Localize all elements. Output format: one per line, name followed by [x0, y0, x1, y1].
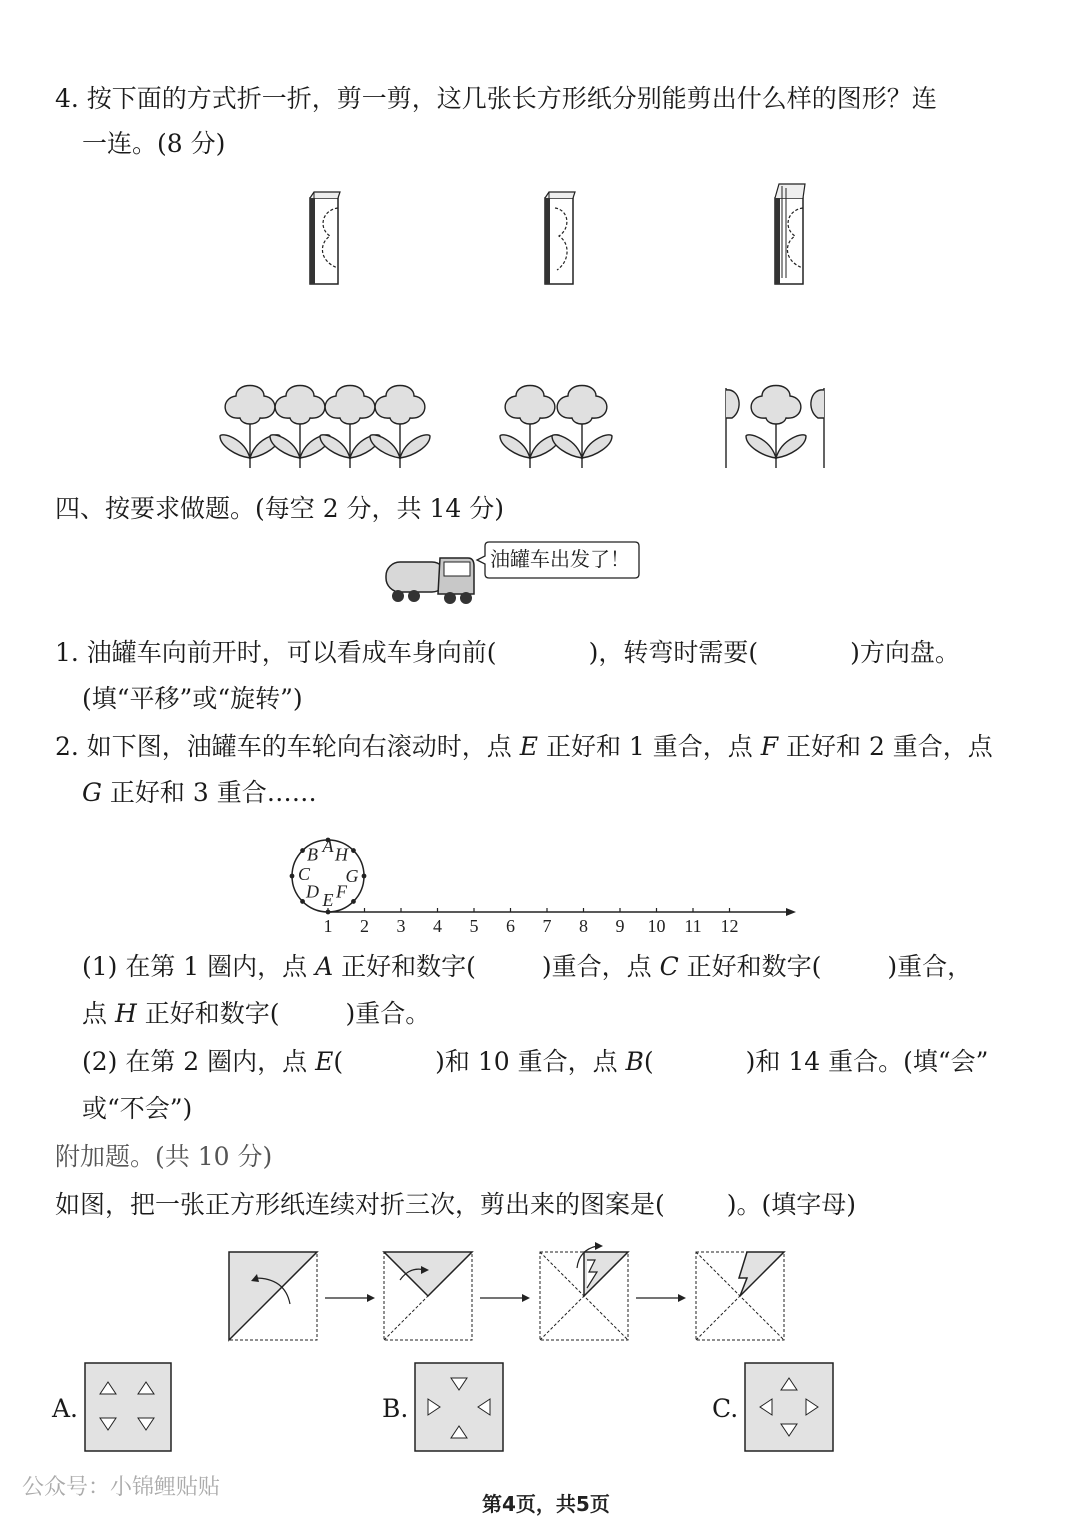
- wheel-letter: C: [297, 864, 311, 884]
- sub2-text-d: (: [643, 1047, 654, 1076]
- flower-shape: [375, 386, 425, 425]
- wheel-letter: H: [334, 844, 348, 865]
- flower-shape: [746, 435, 776, 458]
- flower-shape: [751, 386, 801, 425]
- wheel-point: [300, 848, 305, 853]
- flower-shape: [726, 390, 739, 418]
- flower-strip-half: [722, 380, 830, 472]
- flower-shape: [557, 386, 607, 425]
- folding-steps-diagram: [225, 1248, 795, 1344]
- axis-tick-label: 7: [542, 916, 552, 936]
- flower-shape: [811, 390, 824, 418]
- axis-tick-label: 4: [433, 916, 442, 936]
- flower-shape: [776, 435, 806, 458]
- wheel-point: [362, 874, 367, 879]
- q1-text-b: )，转弯时需要(: [588, 638, 759, 667]
- sub1-text-d: 正好和数字(: [678, 952, 822, 981]
- option-c-pattern[interactable]: [744, 1362, 834, 1452]
- bonus-question: [55, 1188, 856, 1222]
- axis-tick-label: 3: [396, 916, 406, 936]
- sub2-text-a: (2) 在第 2 圈内，点: [82, 1047, 316, 1076]
- q1-text-a: 1. 油罐车向前开时，可以看成车身向前(: [55, 638, 497, 667]
- flower-shape: [270, 435, 300, 458]
- folded-paper-1: [300, 188, 360, 288]
- q2-sub2-line1: [82, 1045, 988, 1079]
- section4-heading: 四、按要求做题。(每空 2 分，共 14 分): [55, 494, 505, 523]
- flower-strip-2: [502, 380, 612, 472]
- flower-shape: [500, 435, 530, 458]
- sub1-text-e: )重合，: [887, 952, 973, 981]
- flower-shape: [505, 386, 555, 425]
- sub2-text-e: )和 14 重合。(填“会”: [745, 1047, 989, 1076]
- flower-shape: [370, 435, 400, 458]
- axis-tick-label: 8: [579, 916, 588, 936]
- wheel-point: [290, 874, 295, 879]
- axis-tick-label: 9: [615, 916, 625, 936]
- axis-tick-label: 10: [647, 916, 666, 936]
- axis-tick-label: 12: [720, 916, 739, 936]
- flower-shape: [552, 435, 582, 458]
- sub1-text-c: )重合，点: [541, 952, 660, 981]
- wheel-point: [300, 899, 305, 904]
- flower-shape: [320, 435, 350, 458]
- sub1-text-b: 正好和数字(: [333, 952, 476, 981]
- flower-strip-4: [222, 380, 432, 472]
- q4-line1: 4. 按下面的方式折一折，剪一剪，这几张长方形纸分别能剪出什么样的图形？连: [55, 84, 937, 113]
- axis-arrow: [786, 908, 796, 916]
- q4-line2: 一连。(8 分): [82, 129, 226, 158]
- axis-tick-label: 1: [323, 916, 333, 936]
- sub1-text-g: 正好和数字(: [136, 999, 280, 1028]
- q2-text-d: 正好和 3 重合……: [101, 778, 317, 807]
- option-b-label: B.: [382, 1394, 409, 1423]
- sub1-point-a: A: [315, 952, 334, 981]
- folded-paper-2: [535, 188, 595, 288]
- bonus-heading: 附加题。(共 10 分): [55, 1142, 273, 1171]
- axis-tick-label: 5: [469, 916, 479, 936]
- q2-point-e: E: [519, 732, 538, 761]
- q2-sub1-line2: [82, 997, 430, 1031]
- q2-text-c: 正好和 2 重合，点: [778, 732, 993, 761]
- sub1-text-a: (1) 在第 1 圈内，点: [82, 952, 316, 981]
- q2-point-f: F: [760, 732, 779, 761]
- sub2-point-e: E: [315, 1047, 334, 1076]
- wheel-letter: A: [322, 836, 334, 856]
- flower-shape: [400, 435, 430, 458]
- flower-shape: [220, 435, 250, 458]
- q2-sub1-line1: [82, 950, 972, 984]
- option-a-label: A.: [52, 1394, 79, 1423]
- option-c-label: C.: [712, 1394, 739, 1423]
- sub1-text-f: 点: [82, 999, 115, 1028]
- wheel-point: [351, 899, 356, 904]
- sub1-point-h: H: [114, 999, 137, 1028]
- q2-text-b: 正好和 1 重合，点: [538, 732, 761, 761]
- wheel-letter: E: [322, 890, 334, 910]
- option-a-pattern[interactable]: [84, 1362, 172, 1452]
- sub1-point-c: C: [659, 952, 679, 981]
- q2-point-g: G: [82, 778, 102, 807]
- watermark: 公众号：小锦鲤贴贴: [22, 1475, 221, 1500]
- sub1-text-h: )重合。: [345, 999, 431, 1028]
- wheel-letter: B: [307, 844, 319, 865]
- page-number: 第4页，共5页: [482, 1492, 610, 1516]
- flower-shape: [275, 386, 325, 425]
- wheel-letter: D: [306, 881, 320, 902]
- wheel-point: [351, 848, 356, 853]
- sub2-text-c: )和 10 重合，点: [435, 1047, 626, 1076]
- bonus-text-a: 如图，把一张正方形纸连续对折三次，剪出来的图案是(: [55, 1190, 665, 1219]
- q2-text-a: 2. 如下图，油罐车的车轮向右滚动时，点: [55, 732, 520, 761]
- wheel-letter: G: [345, 866, 359, 886]
- sub2-point-b: B: [625, 1047, 644, 1076]
- bubble-text: 油罐车出发了！: [490, 547, 630, 571]
- axis-tick-label: 11: [684, 916, 702, 936]
- q1-line1: [55, 636, 960, 670]
- q2-sub2-line2: 或“不会”): [82, 1094, 193, 1123]
- option-b-pattern[interactable]: [414, 1362, 504, 1452]
- flower-shape: [582, 435, 612, 458]
- q2-line2: [82, 776, 317, 810]
- flower-shape: [225, 386, 275, 425]
- wheel-number-line: [280, 830, 770, 940]
- tank-truck-icon: [380, 548, 480, 610]
- axis-tick-label: 6: [506, 916, 515, 936]
- axis-tick-label: 2: [360, 916, 369, 936]
- flower-shape: [325, 386, 375, 425]
- wheel-letter: F: [335, 881, 347, 902]
- q2-line1: [55, 730, 993, 764]
- folded-paper-3: [765, 180, 825, 288]
- bonus-text-b: )。(填字母): [726, 1190, 857, 1219]
- q1-text-c: )方向盘。: [850, 638, 960, 667]
- q1-line2: (填“平移”或“旋转”): [82, 684, 303, 713]
- sub2-text-b: (: [333, 1047, 344, 1076]
